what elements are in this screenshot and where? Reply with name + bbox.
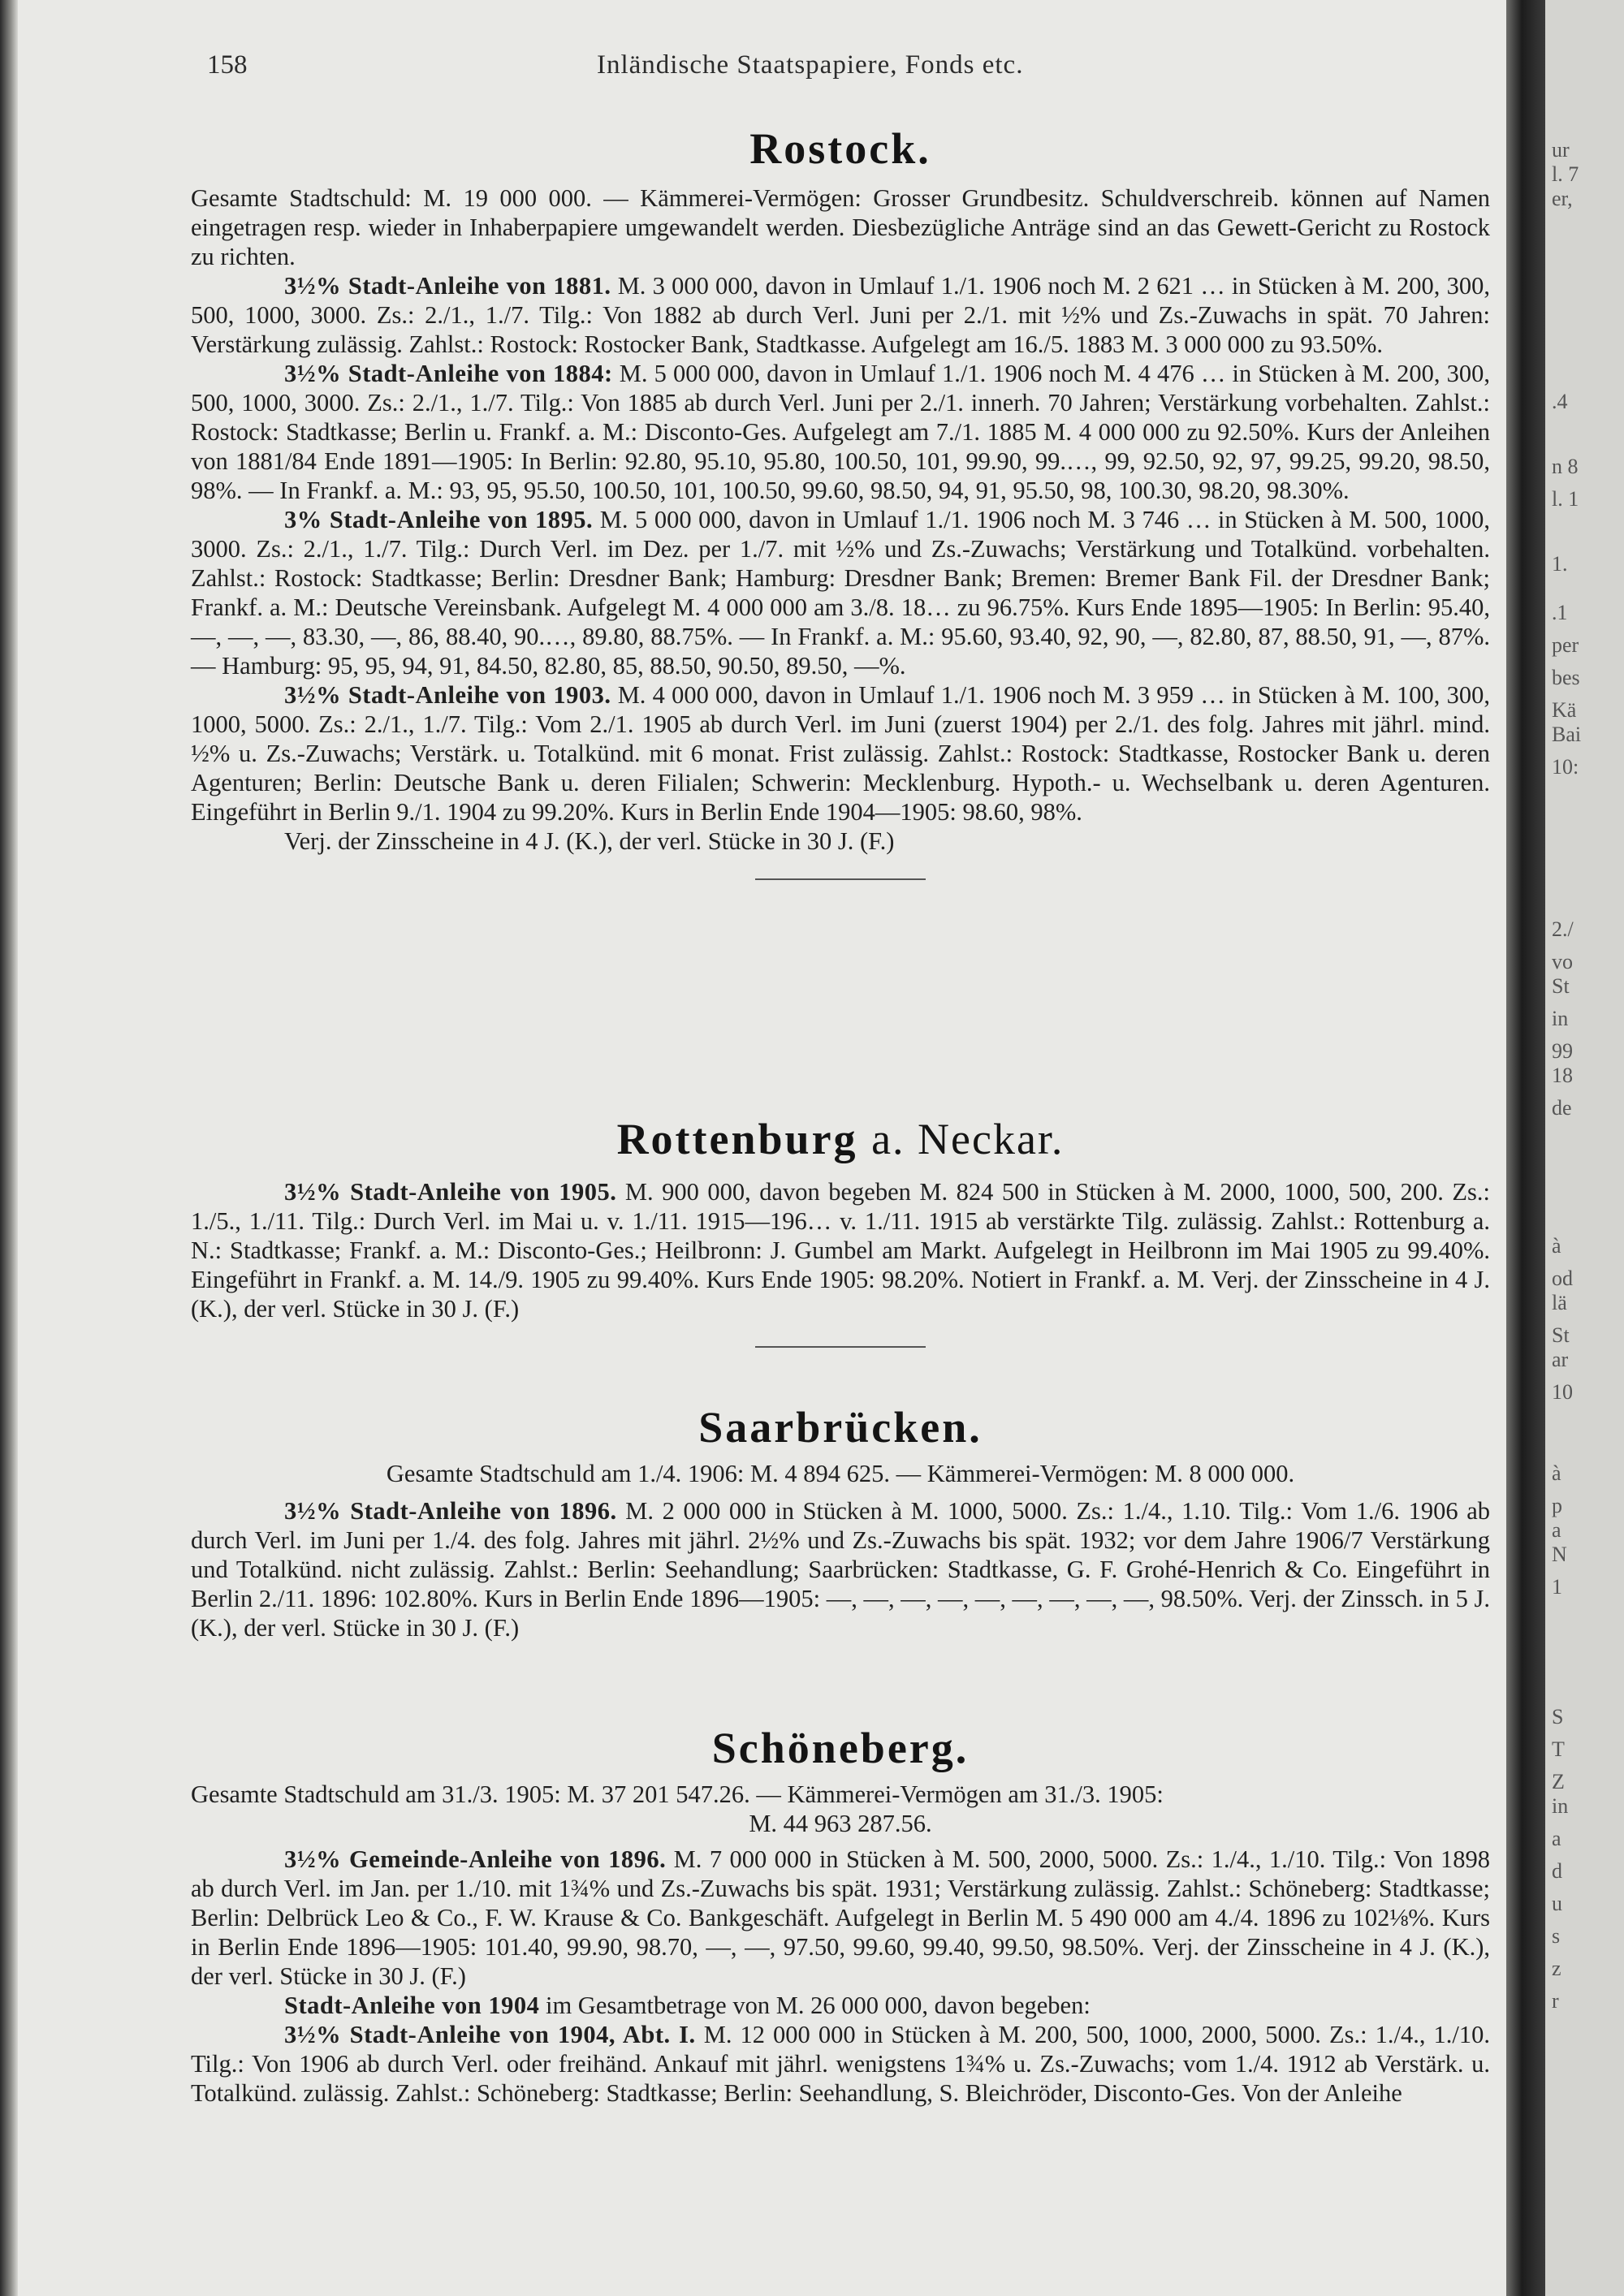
running-title: Inländische Staatspapiere, Fonds etc. bbox=[597, 50, 1024, 80]
loan-title: 3½% Gemeinde-Anleihe von 1896. bbox=[284, 1845, 667, 1873]
next-page-text-fragment: s bbox=[1552, 1924, 1561, 1948]
next-page-text-fragment: l. 1 bbox=[1552, 487, 1579, 511]
city-name: Rottenburg bbox=[616, 1115, 858, 1163]
rostock-loan-1884 bbox=[191, 359, 1490, 505]
section-saarbruecken bbox=[191, 1400, 1490, 1642]
city-title-saarbruecken: Saarbrücken. bbox=[698, 1403, 983, 1452]
rostock-loan-1903 bbox=[191, 680, 1490, 826]
next-page-text-fragment: de bbox=[1552, 1096, 1572, 1120]
loan-text: M. 5 000 000, davon in Umlauf 1./1. 1906 noch M. 3 746 … in Stücken à M. 500, 1000, 3000. Zs.: 2./1., 1./7. Tilg.: Durch Verl. im Dez. per 1./7. mit ½% und Zs.-Zuwachs; Verstärkung und Totalkünd. vorbehalten. Zahlst.: Rostock: Stadtkasse; Berlin: Dresdner Bank; Hamburg: Dresdner Bank; Bremen: Bremer Bank Fil. der Dresdner Bank; Frankf. a. M.: Deutsche Vereinsbank. Aufgelegt M. 4 000 000 am 3./8. 18… zu 96.75%. Kurs Ende 1895—1905: In Berlin: 95.40, —, —, —, 83.30, —, 86, 88.40, 90.…, 89.80, 88.75%. — In Frankf. a. M.: 95.60, 93.40, 92, 90, —, 82.80, 87, 88.50, 91, —, 87%. — Hamburg: 95, 95, 94, 91, 84.50, 82.80, 85, 88.50, 90.50, 89.50, —%. bbox=[191, 506, 1491, 680]
loan-text: im Gesamtbetrage von M. 26 000 000, davon begeben: bbox=[545, 1992, 1091, 2019]
page-number: 158 bbox=[207, 50, 248, 80]
next-page-text-fragment: Kä bbox=[1552, 698, 1577, 722]
running-header bbox=[191, 50, 1490, 91]
city-title-schoeneberg: Schöneberg. bbox=[711, 1724, 970, 1772]
saarbruecken-loan-1896 bbox=[191, 1496, 1490, 1642]
next-page-text-fragment: 2./ bbox=[1552, 917, 1574, 941]
next-page-text-fragment: 10: bbox=[1552, 755, 1579, 779]
section-schoeneberg bbox=[191, 1721, 1490, 2108]
rostock-intro: Gesamte Stadtschuld: M. 19 000 000. — Kämmerei-Vermögen: Grosser Grundbesitz. Schuldverschreib. können auf Namen eingetragen resp. wieder in Inhaberpapiere umgewandelt werden. Diesbezügliche Anträge sind an das Gewett-Gericht zu Rostock zu richten. bbox=[191, 184, 1490, 270]
next-page-text-fragment: N bbox=[1552, 1543, 1567, 1566]
rostock-loan-1895 bbox=[191, 505, 1490, 680]
loan-text: M. 2 000 000 in Stücken à M. 1000, 5000. Zs.: 1./4., 1.10. Tilg.: Vom 1./6. 1906 ab durch Verl. im Juni per 1./4. des folg. Jahres mit jährl. 2½% und Zs.-Zuwachs bis spät. 1932; vor dem Jahre 1906/7 Verstärkung und Totalkünd. nicht zulässig. Zahlst.: Berlin: Seehandlung; Saarbrücken: Stadtkasse, G. F. Grohé-Henrich & Co. Eingeführt in Berlin 2./11. 1896: 102.80%. Kurs in Berlin Ende 1896—1905: —, —, —, —, —, —, —, —, —, 98.50%. Verj. der Zinssch. in 5 J. (K.), der verl. Stücke in 30 J. (F.) bbox=[191, 1497, 1490, 1642]
next-page-text-fragment: a bbox=[1552, 1827, 1561, 1850]
city-title-rottenburg bbox=[191, 1112, 1490, 1166]
next-page-text-fragment: ur bbox=[1552, 138, 1570, 162]
next-page-text-fragment: per bbox=[1552, 633, 1579, 657]
page-left-edge bbox=[0, 0, 18, 2296]
next-page-text-fragment: er, bbox=[1552, 187, 1573, 210]
section-rostock bbox=[191, 122, 1490, 896]
loan-text: M. 900 000, davon begeben M. 824 500 in Stücken à M. 2000, 1000, 500, 200. Zs.: 1./5., 1./11. Tilg.: Durch Verl. im Mai u. v. 1./11. 1915—196… v. 1./11. 1915 ab verstärkte Tilg. zulässig. Zahlst.: Rottenburg a. N.: Stadtkasse; Frankf. a. M.: Disconto-Ges.; Heilbronn: J. Gumbel am Markt. Aufgelegt in Heilbronn im Mai 1905 zu 99.40%. Eingeführt in Frankf. a. M. 14./9. 1905 zu 99.40%. Kurs Ende 1905: 98.20%. Notiert in Frankf. a. M. Verj. der Zinsscheine in 4 J. (K.), der verl. Stücke in 30 J. (F.) bbox=[191, 1178, 1491, 1323]
next-page-text-fragment: St bbox=[1552, 974, 1570, 998]
loan-text: M. 4 000 000, davon in Umlauf 1./1. 1906 noch M. 3 959 … in Stücken à M. 100, 300, 1000, 5000. Zs.: 2./1., 1./7. Tilg.: Vom 2./1. 1905 ab durch Verl. im Juni (zuerst 1904) per 2./1. des folg. Jahres mit jährl. mind. ½% u. Zs.-Zuwachs; Verstärk. u. Totalkünd. mit 6 monat. Frist zulässig. Zahlst.: Rostock: Stadtkasse, Rostocker Bank u. deren Agenturen; Berlin: Deutsche Bank u. deren Filialen; Schwerin: Mecklenburg. Hypoth.- u. Wechselbank u. deren Agenturen. Eingeführt in Berlin 9./1. 1904 zu 99.20%. Kurs in Berlin Ende 1904—1905: 98.60, 98%. bbox=[191, 681, 1490, 826]
next-page-text-fragment: l. 7 bbox=[1552, 162, 1579, 186]
schoeneberg-intro: Gesamte Stadtschuld am 31./3. 1905: M. 37 201 547.26. — Kämmerei-Vermögen am 31./3. 1905: bbox=[191, 1780, 1164, 1808]
next-page-text-fragment: S bbox=[1552, 1705, 1564, 1728]
next-page-text-fragment: à bbox=[1552, 1461, 1561, 1485]
schoeneberg-loan-1904 bbox=[191, 1991, 1490, 2020]
next-page-text-fragment: r bbox=[1552, 1989, 1559, 2013]
section-rottenburg bbox=[191, 1112, 1490, 1364]
loan-title: 3½% Stadt-Anleihe von 1904, Abt. I. bbox=[284, 2021, 696, 2048]
next-page-text-fragment: d bbox=[1552, 1859, 1562, 1883]
loan-text: M. 5 000 000, davon in Umlauf 1./1. 1906 noch M. 4 476 … in Stücken à M. 200, 300, 500, 1000, 3000. Zs.: 2./1., 1./7. Tilg.: Von 1885 ab durch Verl. Juni per 2./1. innerh. 70 Jahren; Verstärkung vorbehalten. Zahlst.: Rostock: Stadtkasse; Berlin u. Frankf. a. M.: Disconto-Ges. Aufgelegt am 7./1. 1885 M. 4 000 000 zu 92.50%. Kurs der Anleihen von 1881/84 Ende 1891—1905: In Berlin: 92.80, 95.10, 95.80, 100.50, 101, 99.90, 99.…, 99, 92.50, 92, 97, 99.25, 99.20, 98.50, 98%. — In Frankf. a. M.: 93, 95, 95.50, 100.50, 101, 100.50, 99.60, 98.50, 94, 91, 95.50, 98, 100.30, 98.20, 98.30%. bbox=[191, 360, 1490, 504]
next-page-text-fragment: vo bbox=[1552, 950, 1573, 973]
loan-text: M. 3 000 000, davon in Umlauf 1./1. 1906 noch M. 2 621 … in Stücken à M. 200, 300, 500, 1000, 3000. Zs.: 2./1., 1./7. Tilg.: Von 1882 ab durch Verl. Juni per 2./1. mit ½% und Zs.-Zuwachs in spät. 70 Jahren: Verstärkung zulässig. Zahlst.: Rostock: Rostocker Bank, Stadtkasse. Aufgelegt am 16./5. 1883 M. 3 000 000 zu 93.50%. bbox=[191, 272, 1490, 358]
schoeneberg-loan-1896 bbox=[191, 1845, 1490, 1991]
city-title-rostock: Rostock. bbox=[749, 124, 931, 173]
next-page-text-fragment: ar bbox=[1552, 1348, 1569, 1371]
loan-title: 3½% Stadt-Anleihe von 1884: bbox=[284, 360, 613, 387]
next-page-text-fragment: T bbox=[1552, 1737, 1565, 1761]
next-page-text-fragment: Z bbox=[1552, 1770, 1565, 1793]
adjacent-page-fragment bbox=[1545, 0, 1624, 2296]
next-page-text-fragment: in bbox=[1552, 1007, 1569, 1030]
city-suffix: a. Neckar. bbox=[871, 1115, 1065, 1163]
loan-text: M. 7 000 000 in Stücken à M. 500, 2000, 5000. Zs.: 1./4., 1./10. Tilg.: Von 1898 ab durch Verl. im Jan. per 1./10. mit 1¾% und Zs.-Zuwachs bis spät. 1931; Verstärkung zulässig. Zahlst.: Schöneberg: Stadtkasse; Berlin: Delbrück Leo & Co., F. W. Krause & Co. Bankgeschäft. Aufgelegt in Berlin M. 5 490 000 am 4./4. 1896 zu 102⅛%. Kurs in Berlin Ende 1896—1905: 101.40, 99.90, 98.70, —, —, 97.50, 99.60, 99.40, 99.50, 98.50%. Verj. der Zinsscheine in 4 J. (K.), der verl. Stücke in 30 J. (F.) bbox=[191, 1845, 1491, 1990]
loan-title: 3½% Stadt-Anleihe von 1896. bbox=[284, 1497, 617, 1525]
next-page-text-fragment: z bbox=[1552, 1957, 1561, 1980]
next-page-text-fragment: à bbox=[1552, 1234, 1561, 1258]
section-divider bbox=[755, 1346, 926, 1348]
loan-title: 3½% Stadt-Anleihe von 1905. bbox=[284, 1178, 617, 1206]
next-page-text-fragment: lä bbox=[1552, 1291, 1567, 1314]
loan-title: 3½% Stadt-Anleihe von 1903. bbox=[284, 681, 611, 709]
book-binding-gutter bbox=[1506, 0, 1545, 2296]
loan-title: 3% Stadt-Anleihe von 1895. bbox=[284, 506, 594, 533]
loan-title: Stadt-Anleihe von 1904 bbox=[284, 1992, 540, 2019]
rostock-loan-1881 bbox=[191, 271, 1490, 359]
next-page-text-fragment: St bbox=[1552, 1323, 1570, 1347]
next-page-text-fragment: od bbox=[1552, 1267, 1573, 1290]
next-page-text-fragment: p bbox=[1552, 1494, 1562, 1517]
schoeneberg-loan-1904-abt1 bbox=[191, 2020, 1490, 2108]
section-divider bbox=[755, 878, 926, 880]
next-page-text-fragment: 1. bbox=[1552, 552, 1568, 576]
saarbruecken-intro: Gesamte Stadtschuld am 1./4. 1906: M. 4 894 625. — Kämmerei-Vermögen: M. 8 000 000. bbox=[386, 1460, 1295, 1487]
rottenburg-loan-1905 bbox=[191, 1177, 1490, 1323]
loan-title: 3½% Stadt-Anleihe von 1881. bbox=[284, 272, 611, 300]
schoeneberg-intro-amount: M. 44 963 287.56. bbox=[749, 1810, 932, 1837]
loan-text: M. 12 000 000 in Stücken à M. 200, 500, 1000, 2000, 5000. Zs.: 1./4., 1./10. Tilg.: Von 1906 ab durch Verl. oder freihänd. Ankauf mit jährl. wenigstens 1¾% u. Zs.-Zuwachs; vom 1./4. 1912 ab Verstärk. u. Totalkünd. zulässig. Zahlst.: Schöneberg: Stadtkasse; Berlin: Seehandlung, S. Bleichröder, Disconto-Ges. Von der Anleihe bbox=[191, 2021, 1491, 2107]
next-page-text-fragment: bes bbox=[1552, 666, 1580, 689]
next-page-text-fragment: 1 bbox=[1552, 1575, 1562, 1599]
next-page-text-fragment: 10 bbox=[1552, 1380, 1573, 1404]
next-page-text-fragment: .4 bbox=[1552, 390, 1568, 413]
next-page-text-fragment: 99 bbox=[1552, 1039, 1573, 1063]
next-page-text-fragment: u bbox=[1552, 1892, 1562, 1915]
next-page-text-fragment: 18 bbox=[1552, 1064, 1573, 1087]
next-page-text-fragment: .1 bbox=[1552, 601, 1568, 624]
next-page-text-fragment: in bbox=[1552, 1794, 1569, 1818]
next-page-text-fragment: Bai bbox=[1552, 723, 1582, 746]
next-page-text-fragment: a bbox=[1552, 1518, 1561, 1542]
rostock-verj: Verj. der Zinsscheine in 4 J. (K.), der verl. Stücke in 30 J. (F.) bbox=[284, 827, 895, 855]
next-page-text-fragment: n 8 bbox=[1552, 455, 1579, 478]
